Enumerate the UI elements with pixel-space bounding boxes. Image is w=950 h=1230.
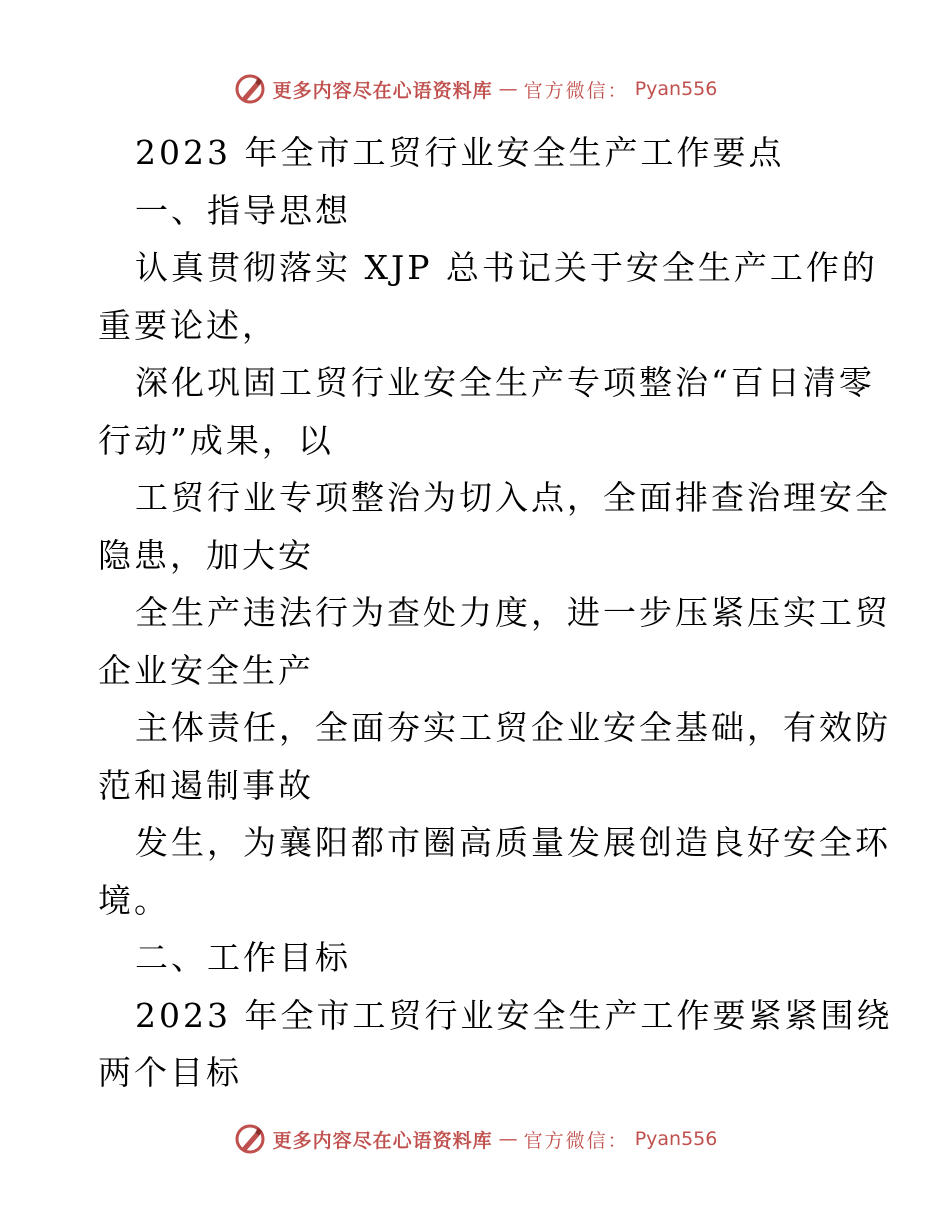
paragraph-line: 范和遏制事故: [98, 765, 314, 805]
paragraph-line: 企业安全生产: [98, 650, 314, 690]
wechat-label: 官方微信：: [523, 1129, 629, 1152]
pen-logo-icon: [233, 72, 267, 106]
wechat-id: Pyan556: [634, 78, 718, 100]
section-heading-guiding-ideology: 一、指导思想: [135, 190, 351, 230]
site-name: 更多内容尽在心语资料库: [272, 1129, 493, 1152]
document-body: [98, 124, 893, 1102]
header-watermark-banner: [0, 72, 950, 106]
paragraph-line: 隐患，加大安: [98, 535, 314, 575]
paragraph-line: 两个目标: [98, 1053, 242, 1092]
paragraph-line: 境。: [98, 880, 170, 920]
paragraph-line: 全生产违法行为查处力度，进一步压紧压实工贸: [135, 593, 891, 632]
paragraph-line: 发生，为襄阳都市圈高质量发展创造良好安全环: [135, 823, 891, 862]
wechat-id: Pyan556: [634, 1128, 718, 1150]
paragraph-line: 重要论述，: [98, 305, 278, 345]
paragraph-line: 认真贯彻落实 XJP 总书记关于安全生产工作的: [135, 248, 878, 287]
banner-dash: —: [498, 78, 518, 100]
pen-logo-icon: [233, 1122, 267, 1156]
paragraph-line: 主体责任，全面夯实工贸企业安全基础，有效防: [135, 708, 891, 747]
paragraph-line: 行动”成果，以: [98, 420, 334, 460]
site-name: 更多内容尽在心语资料库: [272, 79, 493, 102]
section-heading-work-goals: 二、工作目标: [135, 938, 351, 977]
wechat-label: 官方微信：: [523, 79, 629, 102]
footer-watermark-banner: [0, 1122, 950, 1156]
paragraph-line: 工贸行业专项整治为切入点，全面排查治理安全: [135, 478, 891, 517]
document-title: 2023 年全市工贸行业安全生产工作要点: [135, 133, 785, 172]
paragraph-line: 深化巩固工贸行业安全生产专项整治“百日清零: [135, 363, 875, 402]
banner-dash: —: [498, 1128, 518, 1150]
paragraph-line: 2023 年全市工贸行业安全生产工作要紧紧围绕: [135, 995, 893, 1035]
